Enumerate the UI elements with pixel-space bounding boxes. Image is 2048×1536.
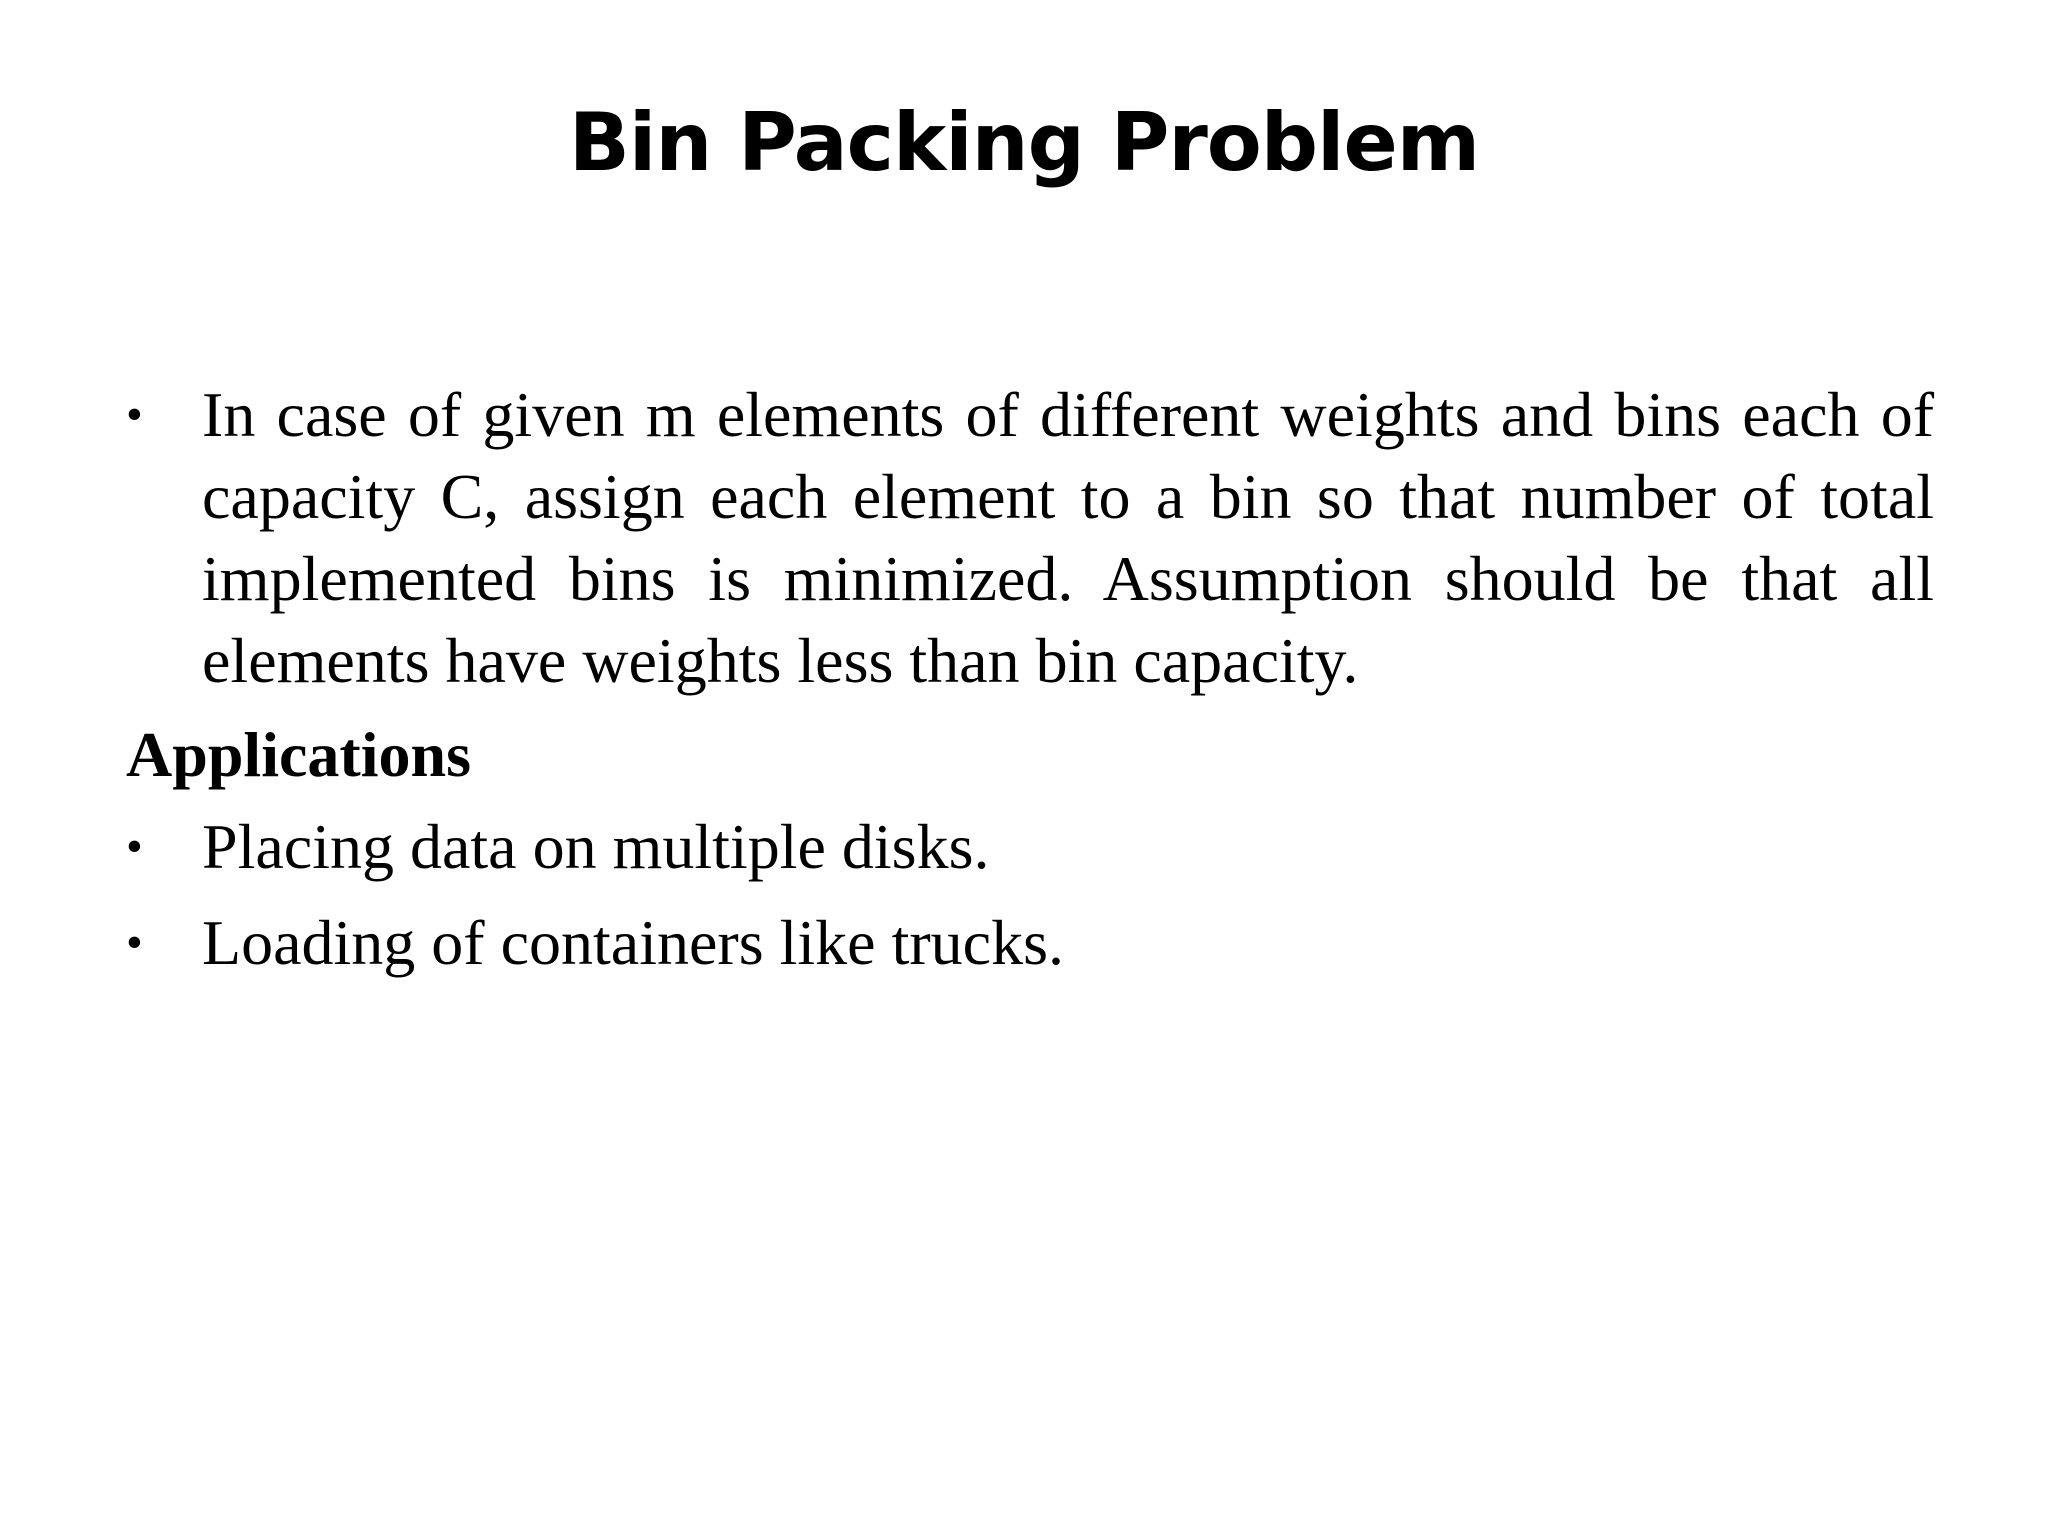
intro-bullet (126, 374, 1934, 702)
list-item (126, 902, 1934, 984)
slide-content (126, 374, 1934, 998)
application-text: Placing data on multiple disks. (202, 811, 990, 882)
slide-title: Bin Packing Problem (568, 96, 1480, 189)
intro-bullet-text: In case of given m elements of different weights and bins each of capacity C, assign each element to a bin so that number of total implemented bins is minimized. Assumption should be that all elements have weights less than bin capacity. (202, 379, 1934, 696)
applications-list (126, 806, 1934, 984)
bullet-icon: • (126, 388, 143, 441)
application-text: Loading of containers like trucks. (202, 907, 1064, 978)
bullet-icon: • (126, 820, 143, 873)
applications-heading: Applications (126, 719, 471, 790)
bullet-icon: • (126, 916, 143, 969)
list-item (126, 806, 1934, 888)
